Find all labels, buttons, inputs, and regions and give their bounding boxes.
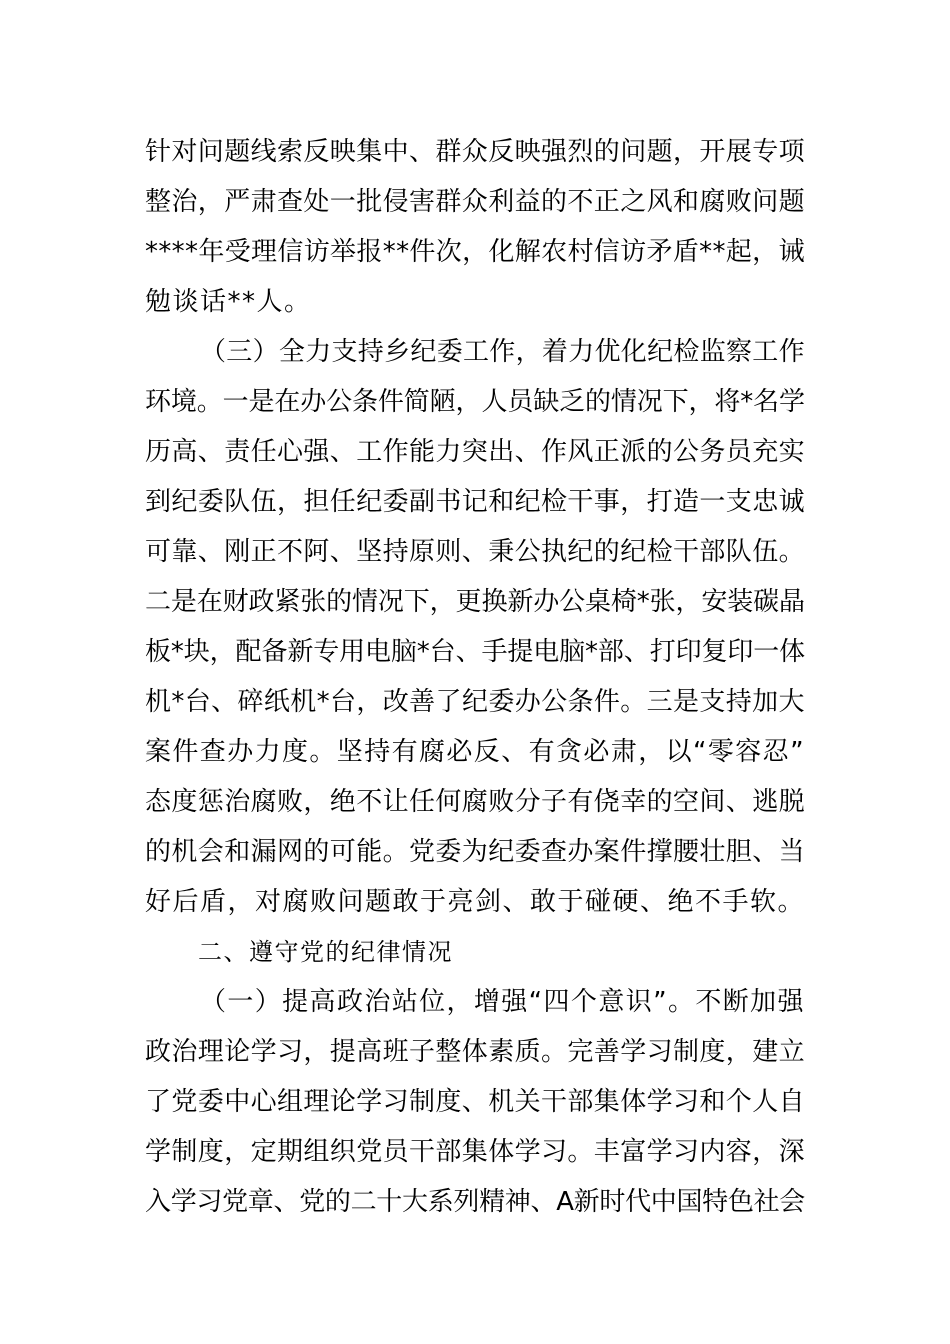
line-text: 历高、责任心强、工作能力突出、作风正派的公务员充实 (145, 437, 806, 467)
line-text: 案件查办力度。坚持有腐必反、有贪必肃，以“零容忍” (145, 737, 805, 767)
text-line (0, 177, 950, 227)
text-line (0, 377, 950, 427)
text-line (0, 1077, 950, 1127)
text-line (0, 727, 950, 777)
line-text: ****年受理信访举报**件次，化解农村信访矛盾**起，诫 (145, 237, 805, 267)
line-text: 板*块，配备新专用电脑*台、手提电脑*部、打印复印一体 (145, 637, 806, 667)
text-line (0, 777, 950, 827)
text-line (0, 277, 950, 327)
line-text: 整治，严肃查处一批侵害群众利益的不正之风和腐败问题 (145, 187, 806, 217)
line-text: 勉谈话**人。 (145, 287, 312, 317)
line-text: 态度惩治腐败，绝不让任何腐败分子有侥幸的空间、逃脱 (145, 787, 806, 817)
text-line (0, 977, 950, 1027)
line-text: 入学习党章、党的二十大系列精神、A新时代中国特色社会 (145, 1187, 805, 1217)
text-line (0, 527, 950, 577)
heading-text: 二、遵守党的纪律情况 (198, 938, 453, 966)
line-text: 好后盾，对腐败问题敢于亮剑、敢于碰硬、绝不手软。 (145, 887, 806, 917)
text-line (0, 627, 950, 677)
line-text: 环境。一是在办公条件简陋，人员缺乏的情况下，将*名学 (145, 387, 805, 417)
line-text: 机*台、碎纸机*台，改善了纪委办公条件。三是支持加大 (145, 687, 805, 717)
text-line (0, 1177, 950, 1227)
line-text: 到纪委队伍，担任纪委副书记和纪检干事，打造一支忠诚 (145, 487, 806, 517)
text-line (0, 1127, 950, 1177)
line-text: 学制度，定期组织党员干部集体学习。丰富学习内容，深 (145, 1137, 806, 1167)
text-line (0, 127, 950, 177)
line-text: （一）提高政治站位，增强“四个意识”。不断加强 (200, 987, 805, 1017)
text-line (0, 427, 950, 477)
line-text: 政治理论学习，提高班子整体素质。完善学习制度，建立 (145, 1037, 806, 1067)
section-heading (0, 927, 950, 977)
text-line (0, 477, 950, 527)
line-text: 的机会和漏网的可能。党委为纪委查办案件撑腰壮胆、当 (145, 837, 806, 867)
line-text: 可靠、刚正不阿、坚持原则、秉公执纪的纪检干部队伍。 (145, 537, 806, 567)
line-text: 二是在财政紧张的情况下，更换新办公桌椅*张，安装碳晶 (145, 587, 805, 617)
line-text: 针对问题线索反映集中、群众反映强烈的问题，开展专项 (145, 137, 806, 167)
line-text: 了党委中心组理论学习制度、机关干部集体学习和个人自 (145, 1087, 806, 1117)
text-line (0, 1027, 950, 1077)
text-line (0, 877, 950, 927)
text-line (0, 227, 950, 277)
line-text: （三）全力支持乡纪委工作，着力优化纪检监察工作 (200, 337, 805, 367)
text-line (0, 577, 950, 627)
text-line (0, 677, 950, 727)
text-line (0, 327, 950, 377)
text-line (0, 827, 950, 877)
